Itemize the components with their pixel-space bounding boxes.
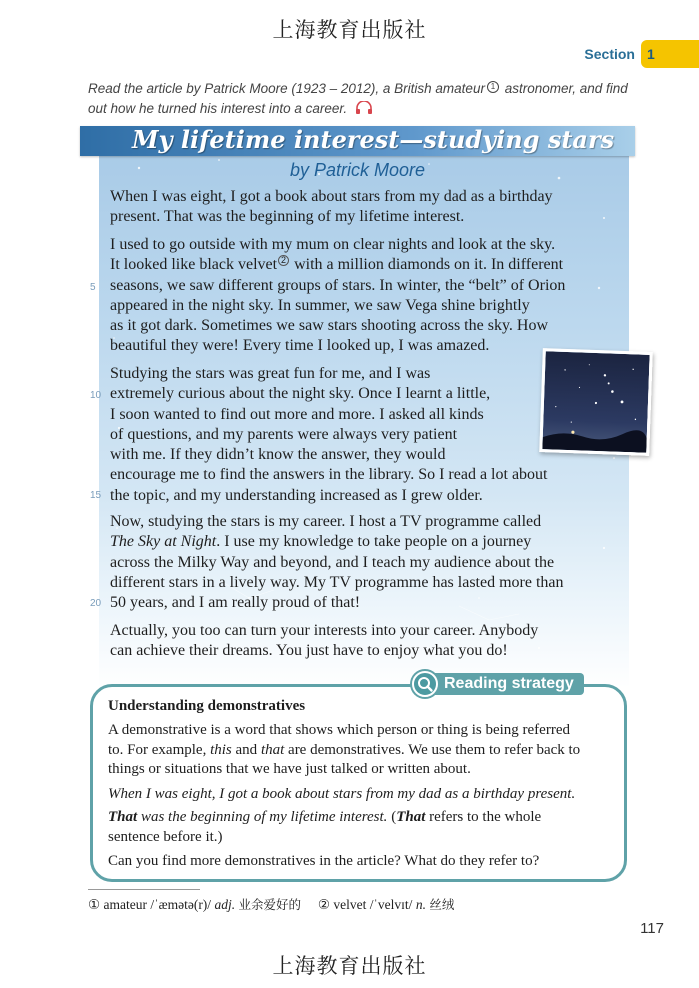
paragraph-line: appeared in the night sky. In summer, we saw Vega shine brightly [110,296,530,314]
paragraph-line: When I was eight, I got a book about stars from my dad as a birthday [110,188,553,205]
intro-instruction [88,79,648,119]
demonstrative-that-bold: That [108,809,138,825]
strategy-line [108,808,623,828]
demonstrative-that-bold: That [396,809,426,825]
reading-strategy-label: Reading strategy [428,673,584,695]
paragraph-line: across the Milky Way and beyond, and I teach my audience about the [110,553,555,571]
line-number: 20 [90,598,102,609]
footnote-1-mark: ① [88,897,101,912]
night-sky-photo [539,348,653,456]
publisher-watermark-top: 上海教育出版社 [272,18,427,42]
strategy-line [108,741,623,761]
line-number: 10 [90,390,102,401]
line-number: 15 [90,490,102,501]
footnote-mark-2: 2 [278,255,289,266]
line-number: 5 [90,282,96,293]
footnote-divider [88,889,200,890]
paragraph-4 [110,512,620,613]
paragraph-line: different stars in a lively way. My TV programme has lasted more than [110,573,564,591]
paragraph-line: beautiful they were! Every time I looked up, I was amazed. [110,337,490,355]
paren-open: ( [391,809,397,825]
paragraph-line: seasons, we saw different groups of stars. In winter, the “belt” of Orion [110,276,566,294]
paragraph-line: can achieve their dreams. You just have to enjoy what you do! [110,642,508,660]
strategy-line: things or situations that we have just talked or written about. [108,761,471,777]
paragraph-line: encourage me to find the answers in the library. So I read a lot about [110,466,548,484]
strategy-text: and [235,741,258,758]
paragraph-line: Studying the stars was great fun for me, and I was [110,365,431,382]
paragraph-line: Now, studying the stars is my career. I host a TV programme called [110,513,542,530]
strategy-example-text: was the beginning of my lifetime interest. [140,809,388,825]
footnotes [88,895,454,913]
strategy-example-1: When I was eight, I got a book about stars from my dad as a birthday present. [108,786,576,802]
footnote-1-word: amateur /ˈæmətə(r)/ [103,897,212,912]
night-sky-image [542,351,649,453]
section-number: 1 [641,40,699,68]
magnifier-icon [412,671,438,697]
demonstrative-that: that [260,741,285,758]
tv-programme-title: The Sky at Night [110,533,217,551]
paragraph-line: with me. If they didn’t know the answer, they would [110,446,446,464]
paragraph-line: extremely curious about the night sky. Once I learnt a little, [110,385,491,403]
strategy-text: are demonstratives. We use them to refer back to [288,741,581,758]
paragraph-line: present. That was the beginning of my lifetime interest. [110,208,465,226]
footnote-2-mark: ② [317,897,330,912]
paragraph-line: I used to go outside with my mum on clear nights and look at the sky. [110,236,556,253]
strategy-question: Can you find more demonstratives in the article? What do they refer to? [108,853,540,869]
paragraph-line: as it got dark. Sometimes we saw stars shooting across the sky. How [110,317,549,335]
footnote-2-meaning: 丝绒 [429,897,455,912]
paragraph-line [110,255,620,275]
intro-text-2: astronomer, and find out how he turned his interest into a career. [88,81,628,116]
article-byline: by Patrick Moore [290,160,426,180]
strategy-text: to. For example, [108,741,207,758]
footnote-mark-1: 1 [487,81,499,93]
paragraph-line: Actually, you too can turn your interests into your career. Anybody [110,622,539,639]
paragraph-line-rest: . I use my knowledge to take people on a journey [216,533,532,551]
velvet-line-end: with a million diamonds on it. In different [294,256,564,274]
footnote-2-word: velvet /ˈvelvɪt/ [333,897,413,912]
footnote-1-pos: adj. [214,897,236,912]
article-title: My lifetime interest—studying stars [132,125,615,154]
paragraph-1 [110,187,620,228]
strategy-example-2 [108,808,623,847]
paragraph-2 [110,235,620,357]
paragraph-line [110,532,620,552]
intro-text-1: Read the article by Patrick Moore (1923 – 2012), a British amateur [88,81,485,96]
paragraph-5 [110,621,620,662]
strategy-definition [108,721,623,780]
strategy-heading: Understanding demonstratives [108,698,306,714]
paragraph-line: I soon wanted to find out more and more. I asked all kinds [110,405,484,423]
paragraph-line: of questions, and my parents were always very patient [110,425,458,443]
footnote-1-meaning: 业余爱好的 [238,897,301,912]
publisher-watermark-bottom: 上海教育出版社 [272,954,427,978]
footnote-2-pos: n. [415,897,426,912]
strategy-line: sentence before it.) [108,828,223,845]
page-number: 117 [640,920,664,937]
strategy-line: A demonstrative is a word that shows which person or thing is being referred [108,722,570,738]
paragraph-line: the topic, and my understanding increased as I grew older. [110,486,483,504]
reading-strategy-badge [412,671,584,697]
demonstrative-this: this [210,741,232,758]
section-label: Section [584,46,635,62]
paragraph-line: 50 years, and I am really proud of that! [110,594,361,612]
headphones-icon[interactable] [355,101,373,115]
strategy-text: refers to the whole [429,809,542,825]
section-tab [584,40,699,68]
velvet-line-start: It looked like black velvet [110,256,278,274]
